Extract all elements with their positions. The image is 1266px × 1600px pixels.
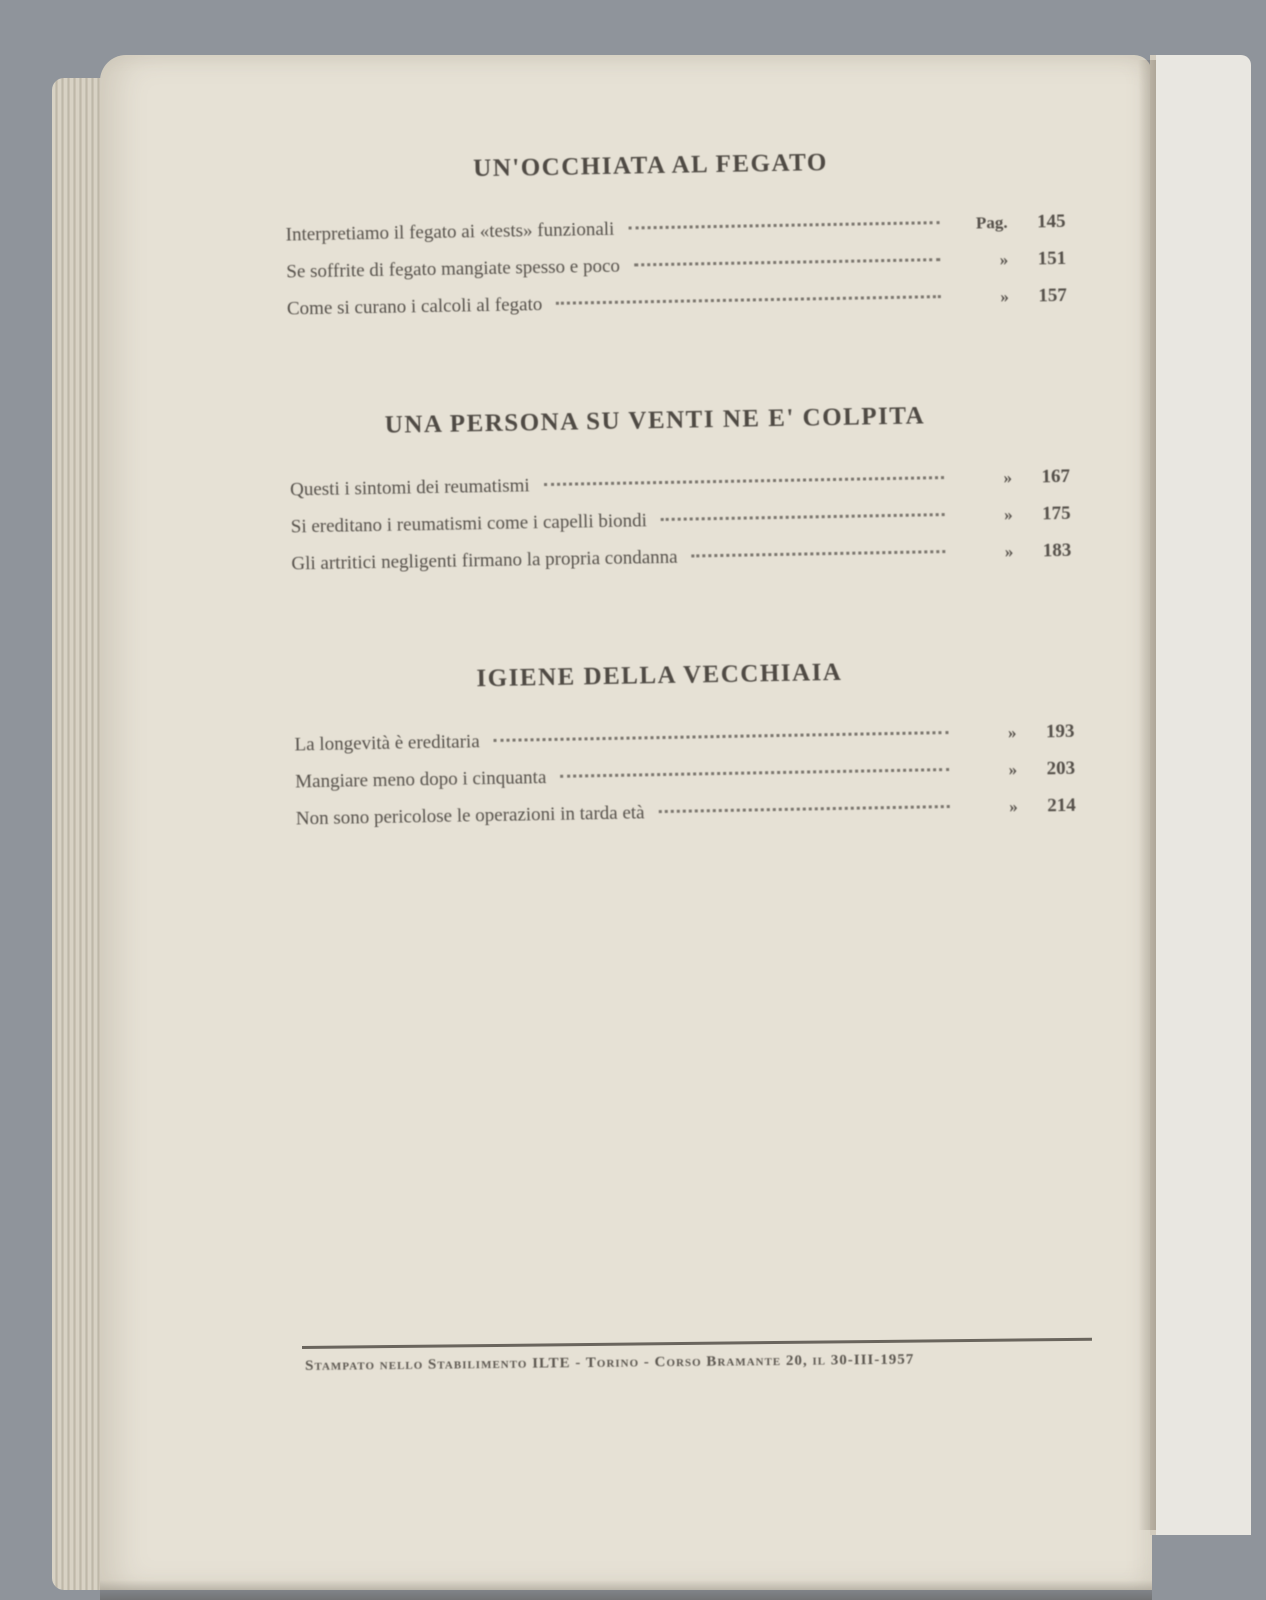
dot-leader — [628, 221, 939, 229]
section-title: UNA PERSONA SU VENTI NE E' COLPITA — [384, 402, 926, 439]
dot-leader — [692, 550, 946, 557]
spine-shadow — [1138, 60, 1156, 1530]
page-number: 183 — [1042, 539, 1072, 562]
page-number: 145 — [1036, 210, 1066, 233]
entry-title: Non sono pericolose le operazioni in tarda età — [295, 802, 645, 830]
ditto-mark: » — [999, 249, 1009, 270]
dot-leader — [659, 805, 950, 813]
facing-page — [1150, 55, 1251, 1535]
page-number: 214 — [1047, 794, 1076, 817]
page-number: 151 — [1037, 247, 1067, 270]
table-of-contents — [200, 124, 1123, 1440]
ditto-mark: » — [1000, 286, 1010, 307]
section-title: IGIENE DELLA VECCHIAIA — [476, 658, 843, 693]
ditto-mark: » — [1003, 467, 1013, 488]
section-title: UN'OCCHIATA AL FEGATO — [472, 149, 829, 183]
page-number: 167 — [1041, 465, 1071, 488]
ditto-mark: » — [1009, 796, 1018, 816]
page-number: 193 — [1045, 720, 1075, 743]
entry-title: Se soffrite di fegato mangiate spesso e poco — [286, 255, 621, 283]
entry-title: Si ereditano i reumatismi come i capelli biondi — [290, 510, 648, 538]
dot-leader — [494, 731, 949, 742]
dot-leader — [544, 476, 944, 486]
toc-section-reumatismi — [205, 399, 1108, 592]
printer-colophon: Stampato nello Stabilimento ILTE - Torino - Corso Bramante 20, il 30-III-1957 — [305, 1351, 915, 1374]
entry-title: Gli artritici negligenti firmano la propria condanna — [291, 546, 678, 575]
entry-title: Questi i sintomi dei reumatismi — [289, 475, 530, 501]
bottom-shadow — [100, 1580, 1152, 1600]
ditto-mark: » — [1003, 504, 1013, 525]
entry-title: Interpretiamo il fegato ai «tests» funzionali — [285, 218, 615, 246]
page-prefix: Pag. — [975, 212, 1008, 233]
dot-leader — [661, 513, 945, 521]
dot-leader — [556, 295, 941, 305]
entry-title: La longevità è ereditaria — [294, 731, 480, 756]
toc-section-fegato — [200, 144, 1103, 337]
entry-title: Come si curano i calcoli al fegato — [286, 294, 543, 320]
entry-title: Mangiare meno dopo i cinquanta — [295, 767, 547, 793]
page-number: 175 — [1041, 502, 1071, 525]
ditto-mark: » — [1007, 722, 1017, 742]
dot-leader — [560, 768, 949, 778]
page-number: 157 — [1038, 284, 1068, 307]
toc-section-vecchiaia — [209, 654, 1112, 847]
dot-leader — [634, 258, 940, 266]
ditto-mark: » — [1008, 759, 1018, 779]
ditto-mark: » — [1004, 541, 1014, 562]
page-number: 203 — [1046, 757, 1076, 780]
